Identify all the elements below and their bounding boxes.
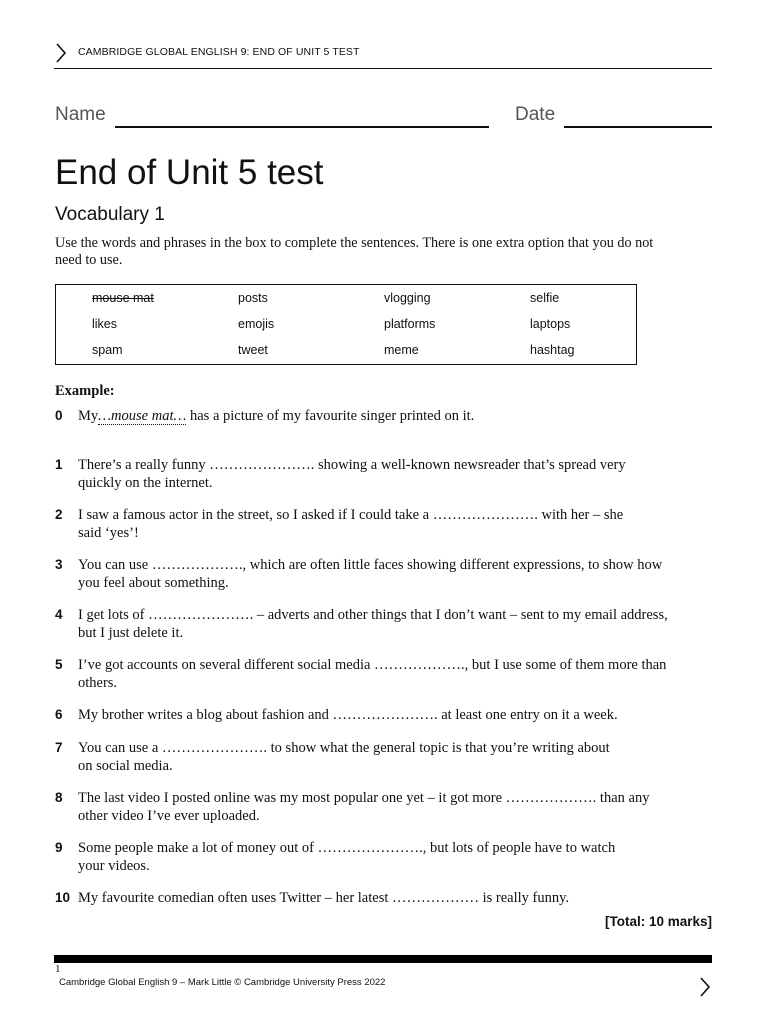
word-box-item: vlogging bbox=[384, 291, 431, 305]
question-item bbox=[55, 789, 715, 825]
question-number: 7 bbox=[55, 740, 63, 755]
question-item bbox=[55, 456, 715, 492]
question-text: My brother writes a blog about fashion and …………………. at least one entry on it a week. bbox=[78, 707, 618, 723]
question-text: I’ve got accounts on several different social media ………………., but I use some of them more than bbox=[78, 657, 667, 673]
question-text: You can use a …………………. to show what the general topic is that you’re writing about bbox=[78, 740, 610, 756]
page-number: 1 bbox=[55, 963, 61, 975]
name-date-row bbox=[55, 104, 712, 134]
header-title: CAMBRIDGE GLOBAL ENGLISH 9: END OF UNIT 5 TEST bbox=[78, 46, 360, 58]
question-item bbox=[55, 706, 715, 724]
next-page-chevron-icon[interactable] bbox=[698, 976, 712, 998]
example-text-after: has a picture of my favourite singer printed on it. bbox=[186, 408, 475, 424]
question-number: 1 bbox=[55, 457, 63, 472]
question-text-continued: quickly on the internet. bbox=[78, 475, 213, 491]
word-box-item: selfie bbox=[530, 291, 560, 305]
question-item bbox=[55, 656, 715, 692]
date-field[interactable] bbox=[564, 126, 712, 128]
name-label: Name bbox=[55, 104, 106, 125]
word-box-item: spam bbox=[92, 343, 123, 357]
word-box-item: meme bbox=[384, 343, 419, 357]
word-box-item: hashtag bbox=[530, 343, 575, 357]
question-number: 9 bbox=[55, 840, 63, 855]
question-text: I get lots of …………………. – adverts and other things that I don’t want – sent to my email address, bbox=[78, 607, 668, 623]
question-text: I saw a famous actor in the street, so I asked if I could take a …………………. with her – she bbox=[78, 507, 624, 523]
word-box-item: mouse mat bbox=[92, 291, 154, 305]
question-number: 6 bbox=[55, 707, 63, 722]
question-text: Some people make a lot of money out of …………………., but lots of people have to watch bbox=[78, 840, 616, 856]
word-box-item: likes bbox=[92, 317, 118, 331]
footer-bar bbox=[54, 955, 712, 963]
question-number: 5 bbox=[55, 657, 63, 672]
question-text: My favourite comedian often uses Twitter – her latest ……………… is really funny. bbox=[78, 890, 570, 906]
question-number: 8 bbox=[55, 790, 63, 805]
example-text-before: My bbox=[78, 408, 99, 424]
example-label: Example: bbox=[55, 383, 115, 399]
word-box-item: posts bbox=[238, 291, 268, 305]
word-box-item: emojis bbox=[238, 317, 275, 331]
header-rule bbox=[54, 68, 712, 69]
total-marks: [Total: 10 marks] bbox=[604, 914, 712, 929]
word-box-item: platforms bbox=[384, 317, 436, 331]
question-text-continued: your videos. bbox=[78, 858, 150, 874]
question-text-continued: others. bbox=[78, 675, 118, 691]
chevron-right-icon bbox=[54, 42, 68, 64]
question-text-continued: you feel about something. bbox=[78, 575, 229, 591]
date-label: Date bbox=[515, 104, 556, 125]
question-item bbox=[55, 606, 715, 642]
instructions: Use the words and phrases in the box to complete the sentences. There is one extra option that you do not need to use. bbox=[55, 235, 654, 268]
question-text-continued: said ‘yes’! bbox=[78, 525, 139, 541]
question-text: The last video I posted online was my most popular one yet – it got more ………………. than any bbox=[78, 790, 650, 806]
example-sentence bbox=[55, 407, 715, 425]
question-item bbox=[55, 506, 715, 542]
question-number: 10 bbox=[55, 890, 71, 905]
page-title: End of Unit 5 test bbox=[55, 153, 324, 192]
question-text: There’s a really funny …………………. showing a well-known newsreader that’s spread very bbox=[78, 457, 626, 473]
question-item bbox=[55, 556, 715, 592]
question-number: 0 bbox=[55, 408, 63, 423]
question-text: You can use ………………., which are often little faces showing different expressions, to show how bbox=[78, 557, 663, 573]
example-answer: …mouse mat… bbox=[98, 408, 187, 424]
question-item bbox=[55, 839, 715, 875]
word-box-item: tweet bbox=[238, 343, 268, 357]
question-item bbox=[55, 889, 715, 907]
question-item bbox=[55, 739, 715, 775]
section-title: Vocabulary 1 bbox=[55, 204, 165, 225]
question-text-continued: other video I’ve ever uploaded. bbox=[78, 808, 260, 824]
footer-copyright: Cambridge Global English 9 – Mark Little © Cambridge University Press 2022 bbox=[59, 977, 386, 988]
word-box-item: laptops bbox=[530, 317, 571, 331]
question-number: 3 bbox=[55, 557, 63, 572]
question-text-continued: but I just delete it. bbox=[78, 625, 184, 641]
word-box bbox=[55, 284, 637, 365]
name-field[interactable] bbox=[115, 126, 489, 128]
question-number: 4 bbox=[55, 607, 63, 622]
question-text-continued: on social media. bbox=[78, 758, 173, 774]
question-number: 2 bbox=[55, 507, 63, 522]
